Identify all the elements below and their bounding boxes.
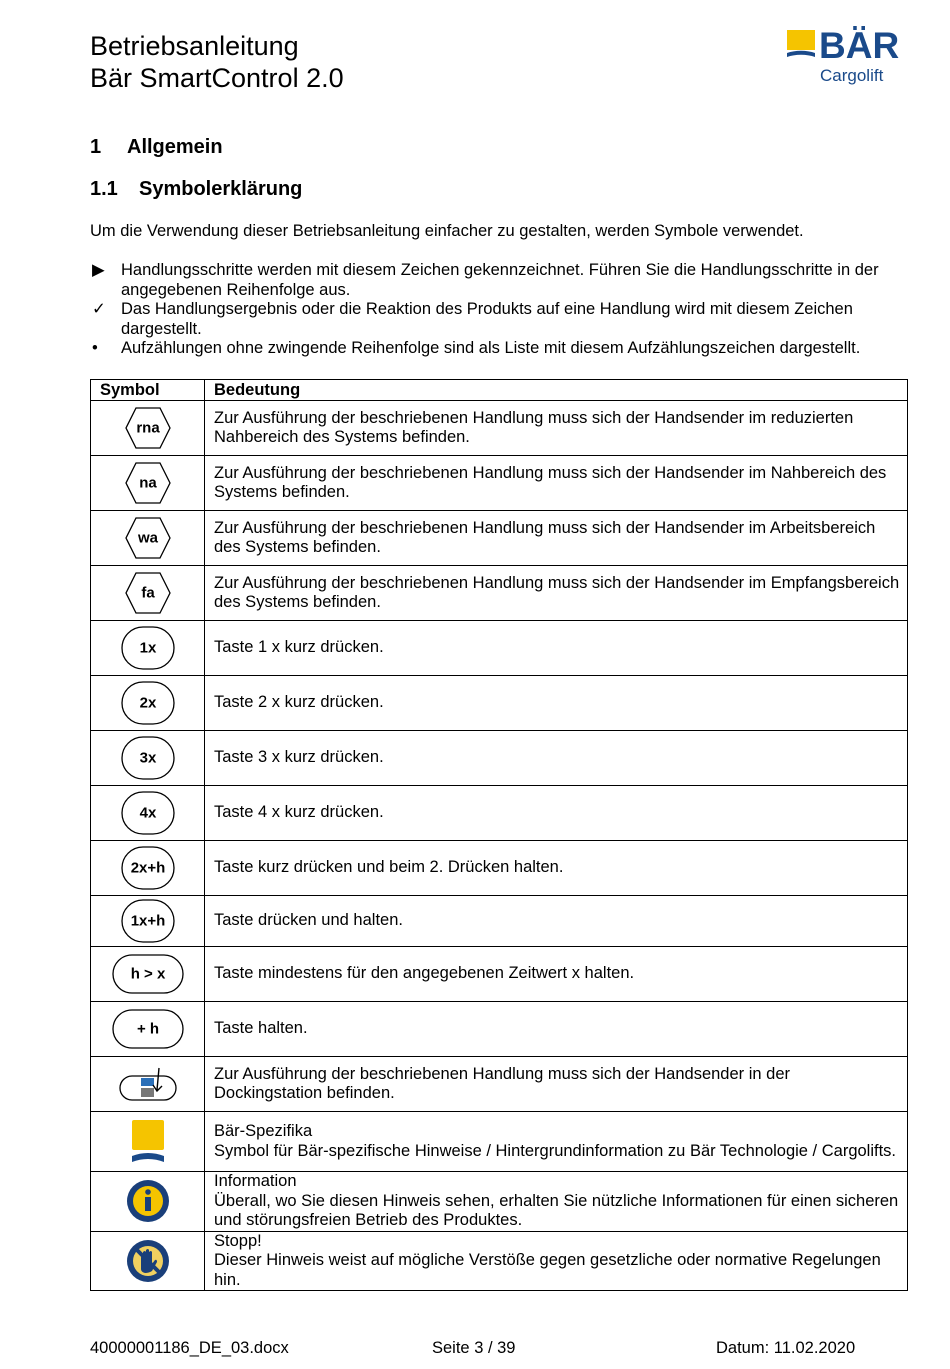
- key-4x-icon: [119, 790, 177, 836]
- symbol-label: h > x: [130, 965, 165, 983]
- meaning-cell: [205, 1231, 908, 1291]
- logo-sub-text: Cargolift: [820, 66, 884, 85]
- table-row: [91, 786, 908, 841]
- key-3x-icon: [119, 735, 177, 781]
- table-row: [91, 1057, 908, 1112]
- meaning-text: Taste halten.: [214, 1019, 308, 1038]
- table-row: [91, 676, 908, 731]
- title-line-2: Bär SmartControl 2.0: [90, 63, 344, 93]
- meaning-text: Überall, wo Sie diesen Hinweis sehen, erhalten Sie nützliche Informationen für einen sicheren und störungsfreien Betrieb des Produktes.: [214, 1191, 899, 1229]
- key-1x-icon: [119, 625, 177, 671]
- table-row: [91, 841, 908, 896]
- symbol-cell: [91, 511, 205, 566]
- meaning-text: Zur Ausführung der beschriebenen Handlung muss sich der Handsender im reduzierten Nahbereich des Systems befinden.: [214, 408, 854, 446]
- meaning-text: Symbol für Bär-spezifische Hinweise / Hintergrundinformation zu Bär Technologie / Cargolifts.: [214, 1141, 897, 1160]
- meaning-text: Zur Ausführung der beschriebenen Handlung muss sich der Handsender im Empfangsbereich des Systems befinden.: [214, 573, 900, 611]
- bullet-text: Aufzählungen ohne zwingende Reihenfolge sind als Liste mit diesem Aufzählungszeichen dargestellt.: [121, 339, 861, 357]
- symbol-cell: [91, 1231, 205, 1291]
- meaning-cell: [205, 841, 908, 896]
- symbol-label: + h: [136, 1020, 159, 1038]
- meaning-text: Zur Ausführung der beschriebenen Handlung muss sich der Handsender im Arbeitsbereich des Systems befinden.: [214, 518, 876, 556]
- intro-text: Um die Verwendung dieser Betriebsanleitung einfacher zu gestalten, werden Symbole verwendet.: [90, 222, 804, 240]
- symbol-table: [90, 379, 908, 1291]
- hexagon-rna-icon: [125, 407, 171, 449]
- symbol-label: 2x+h: [130, 859, 165, 877]
- key-2x-icon: [119, 680, 177, 726]
- key-2x-hold-icon: [119, 845, 177, 891]
- meaning-cell: [205, 456, 908, 511]
- table-header-row: [91, 380, 908, 401]
- subsection-number: 1.1: [90, 178, 118, 200]
- section-heading: [90, 136, 223, 159]
- meaning-text: Taste drücken und halten.: [214, 911, 403, 930]
- meaning-text: Taste kurz drücken und beim 2. Drücken halten.: [214, 858, 564, 877]
- baer-cargolift-logo: [785, 26, 935, 90]
- meaning-cell: [205, 566, 908, 621]
- symbol-cell: [91, 1002, 205, 1057]
- table-row: [91, 511, 908, 566]
- info-icon: [125, 1178, 171, 1224]
- symbol-cell: [91, 566, 205, 621]
- subsection-heading: [90, 178, 302, 201]
- symbol-cell: [91, 1057, 205, 1112]
- footer-page-number: Seite 3 / 39: [432, 1339, 516, 1357]
- meaning-cell: [205, 786, 908, 841]
- footer-doc-id: 40000001186_DE_03.docx: [90, 1339, 289, 1357]
- triangle-bullet-icon: ▶: [92, 261, 105, 279]
- meaning-cell: [205, 1057, 908, 1112]
- hexagon-wa-icon: [125, 517, 171, 559]
- key-hold-min-icon: [111, 953, 185, 995]
- symbol-label: fa: [140, 584, 155, 602]
- meaning-text: Dieser Hinweis weist auf mögliche Verstöße gegen gesetzliche oder normative Regelungen hin.: [214, 1251, 881, 1289]
- table-row: [91, 566, 908, 621]
- dot-bullet-icon: •: [92, 339, 98, 357]
- symbol-label: 1x: [139, 639, 156, 657]
- table-row: [91, 401, 908, 456]
- symbol-cell: [91, 841, 205, 896]
- bullet-list: [90, 261, 920, 359]
- bullet-text: Handlungsschritte werden mit diesem Zeichen gekennzeichnet. Führen Sie die Handlungsschritte in der angegebenen Reihenfolge aus.: [121, 261, 879, 299]
- key-1x-hold-icon: [119, 898, 177, 944]
- document-title: [90, 30, 344, 94]
- meaning-text: Taste mindestens für den angegebenen Zeitwert x halten.: [214, 964, 635, 983]
- table-row: [91, 621, 908, 676]
- footer-date: Datum: 11.02.2020: [716, 1339, 856, 1357]
- bullet-text: Das Handlungsergebnis oder die Reaktion des Produkts auf eine Handlung wird mit diesem Zeichen dargestellt.: [121, 300, 853, 338]
- table-row: [91, 896, 908, 947]
- bullet-action-step: [90, 261, 920, 300]
- symbol-cell: [91, 947, 205, 1002]
- section-number: 1: [90, 136, 102, 158]
- check-bullet-icon: ✓: [92, 300, 106, 318]
- symbol-cell: [91, 1112, 205, 1172]
- header-meaning: Bedeutung: [205, 380, 908, 401]
- symbol-cell: [91, 896, 205, 947]
- section-title: Allgemein: [127, 136, 223, 158]
- subsection-title: Symbolerklärung: [139, 178, 303, 200]
- symbol-label: 4x: [139, 804, 156, 822]
- symbol-label: 1x+h: [130, 912, 165, 930]
- stop-hand-icon: [125, 1238, 171, 1284]
- hexagon-fa-icon: [125, 572, 171, 614]
- meaning-cell: [205, 1002, 908, 1057]
- meaning-text: Taste 2 x kurz drücken.: [214, 693, 384, 712]
- meaning-text: Taste 1 x kurz drücken.: [214, 638, 384, 657]
- meaning-text: Zur Ausführung der beschriebenen Handlung muss sich der Handsender im Nahbereich des Systems befinden.: [214, 463, 887, 501]
- meaning-cell: [205, 511, 908, 566]
- table-row: [91, 1231, 908, 1291]
- meaning-cell: [205, 401, 908, 456]
- meaning-cell: [205, 676, 908, 731]
- symbol-cell: [91, 1172, 205, 1232]
- table-row: [91, 1172, 908, 1232]
- symbol-label: 3x: [139, 749, 156, 767]
- symbol-cell: [91, 621, 205, 676]
- symbol-label: na: [138, 474, 157, 492]
- meaning-cell: [205, 731, 908, 786]
- meaning-cell: [205, 1112, 908, 1172]
- docking-station-icon: [117, 1064, 179, 1104]
- key-hold-icon: [111, 1008, 185, 1050]
- meaning-text: Taste 4 x kurz drücken.: [214, 803, 384, 822]
- meaning-cell: [205, 621, 908, 676]
- table-row: [91, 731, 908, 786]
- symbol-cell: [91, 731, 205, 786]
- meaning-text: Zur Ausführung der beschriebenen Handlung muss sich der Handsender in der Dockingstation befinden.: [214, 1064, 791, 1102]
- symbol-cell: [91, 676, 205, 731]
- logo-brand-text: BÄR: [819, 26, 900, 66]
- bullet-result: [90, 300, 920, 339]
- hexagon-na-icon: [125, 462, 171, 504]
- meaning-cell: [205, 896, 908, 947]
- symbol-label: rna: [135, 419, 160, 437]
- meaning-cell: [205, 947, 908, 1002]
- baer-specifics-icon: [128, 1118, 168, 1166]
- meaning-title: Stopp!: [214, 1231, 262, 1250]
- header-symbol: Symbol: [91, 380, 205, 401]
- symbol-label: wa: [137, 529, 158, 547]
- bullet-list-item: [90, 339, 920, 359]
- meaning-title: Bär-Spezifika: [214, 1122, 313, 1140]
- symbol-cell: [91, 456, 205, 511]
- table-row: [91, 1112, 908, 1172]
- symbol-cell: [91, 401, 205, 456]
- symbol-cell: [91, 786, 205, 841]
- meaning-title: Information: [214, 1172, 297, 1190]
- table-row: [91, 1002, 908, 1057]
- table-row: [91, 456, 908, 511]
- symbol-label: 2x: [139, 694, 156, 712]
- title-line-1: Betriebsanleitung: [90, 31, 299, 61]
- meaning-text: Taste 3 x kurz drücken.: [214, 748, 384, 767]
- table-row: [91, 947, 908, 1002]
- meaning-cell: [205, 1172, 908, 1232]
